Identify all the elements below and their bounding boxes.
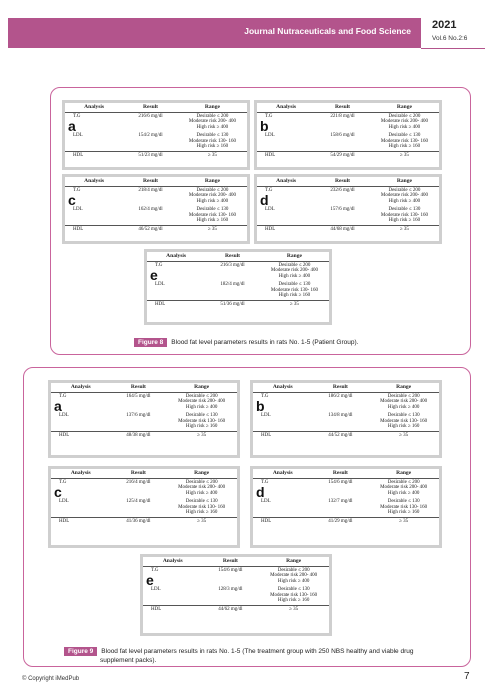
panel-inner xyxy=(253,469,439,545)
table-header-row xyxy=(257,177,439,186)
analysis-hdl: HDL xyxy=(253,432,313,440)
range-ldl: Desirable ≤ 130 Moderate risk 130- 160 High risk ≥ 160 xyxy=(188,132,236,150)
result-hdl: 51/23 mg/dl xyxy=(123,152,178,160)
range-hdl: ≥ 35 xyxy=(368,432,439,440)
table-header-row xyxy=(65,103,247,112)
figure9-panel-c xyxy=(48,466,240,548)
analysis-tg: T.G xyxy=(261,479,269,485)
result-table xyxy=(65,103,247,160)
range-ldl: Desirable ≤ 130 Moderate risk 130- 160 High risk ≥ 160 xyxy=(270,281,318,299)
header-result: Result xyxy=(315,177,370,186)
range-tg: Desirable ≤ 200 Moderate risk 200- 400 High risk ≥ 400 xyxy=(270,262,318,279)
analysis-hdl: HDL xyxy=(51,518,111,526)
result-hdl: 44/62 mg/dl xyxy=(203,606,259,614)
header-result: Result xyxy=(203,557,259,566)
panel-inner xyxy=(143,557,329,633)
table-row xyxy=(253,392,439,412)
range-ldl: Desirable ≤ 130 Moderate risk 130- 160 High risk ≥ 160 xyxy=(380,498,428,516)
figure8-panel-e xyxy=(144,249,332,325)
result-tg: 216/4 mg/dl xyxy=(126,479,151,485)
panel-inner xyxy=(257,177,439,241)
header-result: Result xyxy=(123,177,178,186)
figure-9-caption-line2: supplement packs). xyxy=(100,657,157,664)
panel-label: e xyxy=(146,572,154,588)
range-hdl: ≥ 35 xyxy=(258,606,329,614)
result-tg: 218/4 mg/dl xyxy=(138,187,163,193)
figure8-panel-d xyxy=(254,174,442,244)
result-ldl: 157/6 mg/dl xyxy=(330,206,355,212)
analysis-tg: T.G xyxy=(261,393,269,399)
result-ldl: 137/6 mg/dl xyxy=(126,412,151,418)
range-tg: Desirable ≤ 200 Moderate risk 200- 400 High risk ≥ 400 xyxy=(380,113,428,130)
panel-inner xyxy=(65,177,247,241)
header-analysis: Analysis xyxy=(257,103,315,112)
table-header-row xyxy=(253,469,439,478)
range-hdl: ≥ 35 xyxy=(178,226,247,234)
table-row xyxy=(65,186,247,206)
header-result: Result xyxy=(111,469,167,478)
table-header-row xyxy=(257,103,439,112)
analysis-ldl: LDL xyxy=(59,412,69,418)
result-tg: 164/5 mg/dl xyxy=(126,393,151,399)
range-ldl: Desirable ≤ 130 Moderate risk 130- 160 High risk ≥ 160 xyxy=(270,586,318,604)
header-result: Result xyxy=(313,383,369,392)
table-header-row xyxy=(65,177,247,186)
result-ldl: 132/7 mg/dl xyxy=(328,498,353,504)
figure-8-tag: Figure 8 xyxy=(134,338,167,347)
header-analysis: Analysis xyxy=(253,469,313,478)
table-row xyxy=(65,132,247,152)
range-hdl: ≥ 35 xyxy=(260,301,329,309)
header-range: Range xyxy=(368,383,439,392)
figure-9-tag: Figure 9 xyxy=(64,647,97,656)
header-analysis: Analysis xyxy=(65,103,123,112)
result-hdl: 46/52 mg/dl xyxy=(123,226,178,234)
analysis-tg: T.G xyxy=(59,393,67,399)
result-hdl: 54/29 mg/dl xyxy=(315,152,370,160)
result-table xyxy=(147,252,329,309)
header-range: Range xyxy=(166,469,237,478)
range-tg: Desirable ≤ 200 Moderate risk 200- 400 High risk ≥ 400 xyxy=(188,187,236,204)
table-row xyxy=(51,432,237,440)
result-ldl: 125/4 mg/dl xyxy=(126,498,151,504)
header-result: Result xyxy=(111,383,167,392)
table-row xyxy=(65,112,247,132)
analysis-hdl: HDL xyxy=(65,226,123,234)
year: 2021 xyxy=(432,19,457,31)
result-hdl: 44/68 mg/dl xyxy=(315,226,370,234)
table-row xyxy=(143,566,329,586)
panel-inner xyxy=(51,469,237,545)
result-table xyxy=(253,383,439,440)
table-row xyxy=(257,226,439,234)
panel-inner xyxy=(51,383,237,455)
result-hdl: 48/38 mg/dl xyxy=(111,432,167,440)
figure9-panel-b xyxy=(250,380,442,458)
analysis-hdl: HDL xyxy=(257,152,315,160)
header-band xyxy=(8,18,421,48)
figure-9-caption xyxy=(64,647,413,656)
figure9-panel-e xyxy=(140,554,332,636)
result-table xyxy=(253,469,439,526)
figure-9-caption-line1: Blood fat level parameters results in rats No. 1-5 (The treatment group with 250 NBS healthy and viable drug xyxy=(101,648,414,655)
analysis-hdl: HDL xyxy=(143,606,203,614)
result-ldl: 134/8 mg/dl xyxy=(328,412,353,418)
journal-title: Journal Nutraceuticals and Food Science xyxy=(244,26,411,36)
table-row xyxy=(257,186,439,206)
copyright: © Copyright iMedPub xyxy=(22,676,80,682)
header-analysis: Analysis xyxy=(147,252,205,261)
analysis-tg: T.G xyxy=(73,187,81,193)
header-range: Range xyxy=(368,469,439,478)
table-row xyxy=(253,432,439,440)
header-range: Range xyxy=(260,252,329,261)
table-row xyxy=(257,152,439,160)
analysis-ldl: LDL xyxy=(59,498,69,504)
analysis-ldl: LDL xyxy=(261,412,271,418)
table-row xyxy=(147,301,329,309)
table-row xyxy=(257,206,439,226)
range-hdl: ≥ 35 xyxy=(368,518,439,526)
range-tg: Desirable ≤ 200 Moderate risk 200- 400 High risk ≥ 400 xyxy=(380,393,428,410)
table-header-row xyxy=(51,469,237,478)
panel-label: c xyxy=(68,192,76,208)
result-hdl: 51/36 mg/dl xyxy=(205,301,260,309)
range-hdl: ≥ 35 xyxy=(370,152,439,160)
analysis-tg: T.G xyxy=(265,187,273,193)
range-tg: Desirable ≤ 200 Moderate risk 200- 400 High risk ≥ 400 xyxy=(178,479,226,496)
range-hdl: ≥ 35 xyxy=(166,432,237,440)
figure8-panel-c xyxy=(62,174,250,244)
range-tg: Desirable ≤ 200 Moderate risk 200- 400 High risk ≥ 400 xyxy=(270,567,318,584)
table-row xyxy=(257,112,439,132)
panel-inner xyxy=(147,252,329,322)
analysis-ldl: LDL xyxy=(151,586,161,592)
header-range: Range xyxy=(178,177,247,186)
table-row xyxy=(253,478,439,498)
analysis-tg: T.G xyxy=(265,113,273,119)
table-header-row xyxy=(147,252,329,261)
table-row xyxy=(51,478,237,498)
range-ldl: Desirable ≤ 130 Moderate risk 130- 160 High risk ≥ 160 xyxy=(178,498,226,516)
table-header-row xyxy=(51,383,237,392)
header-result: Result xyxy=(315,103,370,112)
result-tg: 216/6 mg/dl xyxy=(138,113,163,119)
result-table xyxy=(51,469,237,526)
range-hdl: ≥ 35 xyxy=(166,518,237,526)
result-ldl: 162/4 mg/dl xyxy=(138,206,163,212)
range-tg: Desirable ≤ 200 Moderate risk 200- 400 High risk ≥ 400 xyxy=(380,479,428,496)
table-row xyxy=(65,152,247,160)
header-analysis: Analysis xyxy=(65,177,123,186)
panel-label: a xyxy=(68,118,76,134)
analysis-ldl: LDL xyxy=(73,132,83,138)
result-ldl: 158/6 mg/dl xyxy=(330,132,355,138)
header-analysis: Analysis xyxy=(51,383,111,392)
range-tg: Desirable ≤ 200 Moderate risk 200- 400 High risk ≥ 400 xyxy=(188,113,236,130)
result-table xyxy=(257,103,439,160)
table-row xyxy=(257,132,439,152)
range-hdl: ≥ 35 xyxy=(370,226,439,234)
panel-label: a xyxy=(54,398,62,414)
result-table xyxy=(65,177,247,234)
header-rule xyxy=(421,48,485,49)
result-tg: 154/6 mg/dl xyxy=(328,479,353,485)
analysis-ldl: LDL xyxy=(155,281,165,287)
analysis-tg: T.G xyxy=(59,479,67,485)
table-row xyxy=(51,498,237,518)
table-header-row xyxy=(253,383,439,392)
table-row xyxy=(143,606,329,614)
analysis-hdl: HDL xyxy=(147,301,205,309)
analysis-ldl: LDL xyxy=(265,206,275,212)
panel-label: e xyxy=(150,267,158,283)
figure8-panel-b xyxy=(254,100,442,170)
header-range: Range xyxy=(370,177,439,186)
result-ldl: 154/2 mg/dl xyxy=(138,132,163,138)
result-tg: 221/8 mg/dl xyxy=(330,113,355,119)
panel-inner xyxy=(257,103,439,167)
range-tg: Desirable ≤ 200 Moderate risk 200- 400 High risk ≥ 400 xyxy=(380,187,428,204)
range-ldl: Desirable ≤ 130 Moderate risk 130- 160 High risk ≥ 160 xyxy=(380,412,428,430)
result-tg: 186/2 mg/dl xyxy=(328,393,353,399)
analysis-hdl: HDL xyxy=(51,432,111,440)
panel-label: b xyxy=(256,398,265,414)
range-ldl: Desirable ≤ 130 Moderate risk 130- 160 High risk ≥ 160 xyxy=(178,412,226,430)
header-analysis: Analysis xyxy=(143,557,203,566)
result-hdl: 41/29 mg/dl xyxy=(313,518,369,526)
table-row xyxy=(65,226,247,234)
analysis-tg: T.G xyxy=(155,262,163,268)
table-row xyxy=(147,261,329,281)
table-row xyxy=(253,498,439,518)
analysis-tg: T.G xyxy=(151,567,159,573)
result-ldl: 182/4 mg/dl xyxy=(220,281,245,287)
range-ldl: Desirable ≤ 130 Moderate risk 130- 160 High risk ≥ 160 xyxy=(188,206,236,224)
header-range: Range xyxy=(258,557,329,566)
header-analysis: Analysis xyxy=(257,177,315,186)
analysis-ldl: LDL xyxy=(265,132,275,138)
table-row xyxy=(253,518,439,526)
header-range: Range xyxy=(166,383,237,392)
result-hdl: 44/52 mg/dl xyxy=(313,432,369,440)
header-result: Result xyxy=(313,469,369,478)
table-row xyxy=(51,412,237,432)
result-tg: 232/6 mg/dl xyxy=(330,187,355,193)
result-ldl: 128/3 mg/dl xyxy=(218,586,243,592)
range-ldl: Desirable ≤ 130 Moderate risk 130- 160 High risk ≥ 160 xyxy=(380,206,428,224)
analysis-hdl: HDL xyxy=(253,518,313,526)
header-range: Range xyxy=(370,103,439,112)
analysis-ldl: LDL xyxy=(73,206,83,212)
figure9-panel-a xyxy=(48,380,240,458)
table-row xyxy=(147,281,329,301)
result-table xyxy=(257,177,439,234)
table-row xyxy=(253,412,439,432)
panel-label: b xyxy=(260,118,269,134)
header-range: Range xyxy=(178,103,247,112)
range-hdl: ≥ 35 xyxy=(178,152,247,160)
result-table xyxy=(143,557,329,614)
result-tg: 216/3 mg/dl xyxy=(220,262,245,268)
header-result: Result xyxy=(205,252,260,261)
figure-8-caption-text: Blood fat level parameters results in rats No. 1-5 (Patient Group). xyxy=(171,339,359,346)
table-row xyxy=(51,518,237,526)
panel-label: c xyxy=(54,484,62,500)
panel-label: d xyxy=(260,192,269,208)
header-analysis: Analysis xyxy=(253,383,313,392)
result-table xyxy=(51,383,237,440)
volume-issue: Vol.6 No.2:6 xyxy=(432,35,468,42)
analysis-ldl: LDL xyxy=(261,498,271,504)
table-row xyxy=(51,392,237,412)
analysis-hdl: HDL xyxy=(257,226,315,234)
result-tg: 154/6 mg/dl xyxy=(218,567,243,573)
figure9-panel-d xyxy=(250,466,442,548)
analysis-tg: T.G xyxy=(73,113,81,119)
figure8-panel-a xyxy=(62,100,250,170)
range-ldl: Desirable ≤ 130 Moderate risk 130- 160 High risk ≥ 160 xyxy=(380,132,428,150)
page-number: 7 xyxy=(464,671,470,682)
header-analysis: Analysis xyxy=(51,469,111,478)
table-row xyxy=(65,206,247,226)
figure-8-caption xyxy=(134,338,358,347)
table-header-row xyxy=(143,557,329,566)
analysis-hdl: HDL xyxy=(65,152,123,160)
range-tg: Desirable ≤ 200 Moderate risk 200- 400 High risk ≥ 400 xyxy=(178,393,226,410)
panel-inner xyxy=(253,383,439,455)
panel-inner xyxy=(65,103,247,167)
header-result: Result xyxy=(123,103,178,112)
table-row xyxy=(143,586,329,606)
result-hdl: 41/36 mg/dl xyxy=(111,518,167,526)
panel-label: d xyxy=(256,484,265,500)
